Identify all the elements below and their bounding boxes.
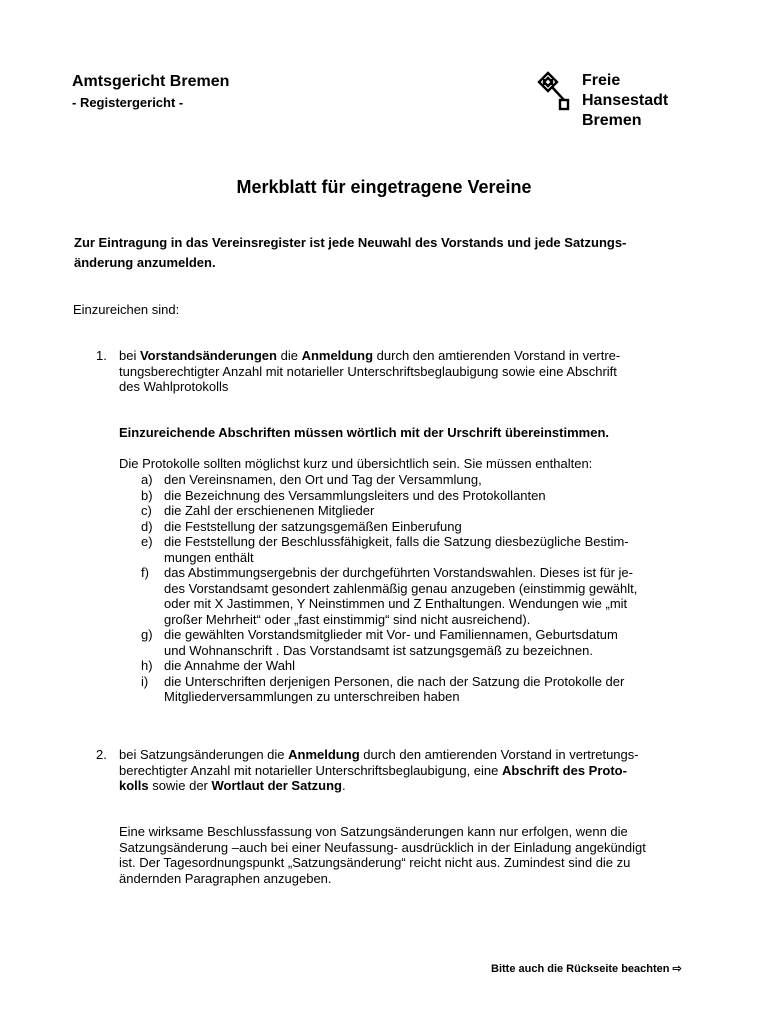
- statute-change-note: [119, 824, 709, 886]
- note-line: ist. Der Tagesordnungspunkt „Satzungsänderung“ reicht nicht aus. Zumindest sind die zu: [119, 855, 631, 870]
- item-2-line: [119, 747, 699, 763]
- item-text-line: die Unterschriften derjenigen Personen, die nach der Satzung die Protokolle der: [164, 673, 625, 689]
- item-2-line: [119, 763, 699, 779]
- item-text-line: mungen enthält: [164, 549, 254, 565]
- copies-note: Einzureichende Abschriften müssen wörtlich mit der Urschrift übereinstimmen.: [119, 425, 610, 440]
- bold-run: Anmeldung: [288, 747, 360, 762]
- intro-line: Zur Eintragung in das Vereinsregister ist jede Neuwahl des Vorstands und jede Satzungs-: [74, 235, 627, 250]
- note-line: ändernden Paragraphen anzugeben.: [119, 870, 332, 886]
- item-text: [164, 472, 482, 488]
- note-line: Satzungsänderung –auch bei einer Neufassung- ausdrücklich in der Einladung angekündigt: [119, 839, 646, 855]
- protocol-requirement-item: [141, 488, 701, 504]
- item-text: [164, 565, 637, 627]
- text-run: .: [341, 778, 346, 793]
- item-text-line: und Wohnanschrift . Das Vorstandsamt ist satzungsgemäß zu bezeichnen.: [164, 642, 593, 658]
- item-1-line: des Wahlprotokolls: [119, 379, 229, 394]
- text-run: bei: [119, 348, 140, 363]
- bold-run: kolls: [119, 778, 149, 793]
- text-run: bei Satzungsänderungen die: [119, 747, 289, 762]
- item-text-line: des Vorstandsamt gesondert zahlenmäßig genau anzugeben (einstimmig gewählt,: [164, 580, 638, 596]
- item-1-text: [119, 348, 679, 395]
- protocol-lead: Die Protokolle sollten möglichst kurz und übersichtlich sein. Sie müssen enthalten:: [119, 456, 593, 471]
- text-run: berechtigter Anzahl mit notarieller Unterschriftsbeglaubigung, eine: [119, 762, 502, 778]
- item-number: 2.: [96, 747, 107, 762]
- protocol-requirement-item: [141, 674, 701, 705]
- item-text: [164, 503, 374, 519]
- item-text-line: die Feststellung der Beschlussfähigkeit, falls die Satzung diesbezügliche Bestim-: [164, 534, 629, 549]
- text-run: durch den amtierenden Vorstand in vertre-: [373, 348, 621, 363]
- item-text-line: die Annahme der Wahl: [164, 658, 296, 673]
- item-number: 1.: [96, 348, 107, 363]
- protocol-requirement-item: [141, 627, 701, 658]
- item-text: [164, 674, 624, 705]
- item-letter: a): [141, 472, 153, 487]
- bold-run: Abschrift des Proto-: [502, 762, 627, 778]
- item-1-line: tungsberechtigter Anzahl mit notarieller Unterschriftsbeglaubigung sowie eine Abschrift: [119, 363, 617, 379]
- item-2-text: [119, 747, 699, 794]
- item-letter: i): [141, 673, 149, 689]
- registry-subtitle: - Registergericht -: [72, 95, 184, 110]
- item-text: [164, 627, 618, 658]
- protocol-requirements-list: [141, 472, 701, 705]
- see-reverse-note: Bitte auch die Rückseite beachten ⇨: [491, 963, 682, 975]
- protocol-requirement-item: [141, 519, 701, 535]
- item-text-line: die gewählten Vorstandsmitglieder mit Vor- und Familiennamen, Geburtsdatum: [164, 627, 618, 642]
- protocol-requirement-item: [141, 534, 701, 565]
- item-letter: d): [141, 518, 153, 534]
- item-text-line: die Zahl der erschienenen Mitglieder: [164, 503, 375, 518]
- item-text-line: oder mit X Jastimmen, Y Neinstimmen und Z Enthaltungen. Wendungen wie „mit: [164, 596, 628, 611]
- item-2-line: [119, 778, 699, 794]
- item-text-line: die Bezeichnung des Versammlungsleiters und des Protokollanten: [164, 487, 546, 503]
- text-run: durch den amtierenden Vorstand in vertretungs-: [359, 747, 639, 762]
- submit-label: Einzureichen sind:: [73, 302, 180, 317]
- document-title: Merkblatt für eingetragene Vereine: [236, 177, 532, 197]
- intro-line: änderung anzumelden.: [74, 255, 216, 270]
- protocol-requirement-item: [141, 472, 701, 488]
- item-letter: f): [141, 565, 149, 580]
- item-text-line: Mitgliederversammlungen zu unterschreiben haben: [164, 689, 460, 704]
- text-run: die: [276, 348, 302, 363]
- bold-run: Anmeldung: [301, 348, 374, 363]
- item-letter: e): [141, 534, 153, 549]
- city-line: Hansestadt: [582, 92, 669, 109]
- protocol-requirement-item: [141, 503, 701, 519]
- item-letter: c): [141, 503, 152, 518]
- item-text: [164, 488, 546, 504]
- item-text: [164, 658, 295, 674]
- item-letter: h): [141, 658, 153, 673]
- bold-run: Vorstandsänderungen: [139, 348, 277, 363]
- item-text-line: die Feststellung der satzungsgemäßen Einberufung: [164, 518, 462, 534]
- protocol-requirement-item: [141, 565, 701, 627]
- item-1-line: [119, 348, 679, 364]
- bremen-key-emblem-icon: [536, 70, 572, 114]
- item-text-line: das Abstimmungsergebnis der durchgeführten Vorstandswahlen. Dieses ist für je-: [164, 565, 633, 580]
- note-line: Eine wirksame Beschlussfassung von Satzungsänderungen kann nur erfolgen, wenn die: [119, 824, 628, 839]
- item-text-line: großer Mehrheit“ oder „fast einstimmig“ sind nicht ausreichend).: [164, 611, 531, 627]
- item-text-line: den Vereinsnamen, den Ort und Tag der Versammlung,: [164, 472, 482, 487]
- bold-run: Wortlaut der Satzung: [211, 778, 342, 793]
- court-name: Amtsgericht Bremen: [72, 73, 230, 90]
- item-text: [164, 534, 629, 565]
- item-letter: g): [141, 627, 153, 642]
- city-line: Bremen: [582, 112, 642, 129]
- protocol-requirement-item: [141, 658, 701, 674]
- city-line: Freie: [582, 72, 621, 89]
- intro-paragraph: [74, 233, 694, 273]
- text-run: sowie der: [148, 778, 212, 793]
- item-text: [164, 519, 462, 535]
- city-name: [582, 71, 668, 131]
- item-letter: b): [141, 487, 153, 503]
